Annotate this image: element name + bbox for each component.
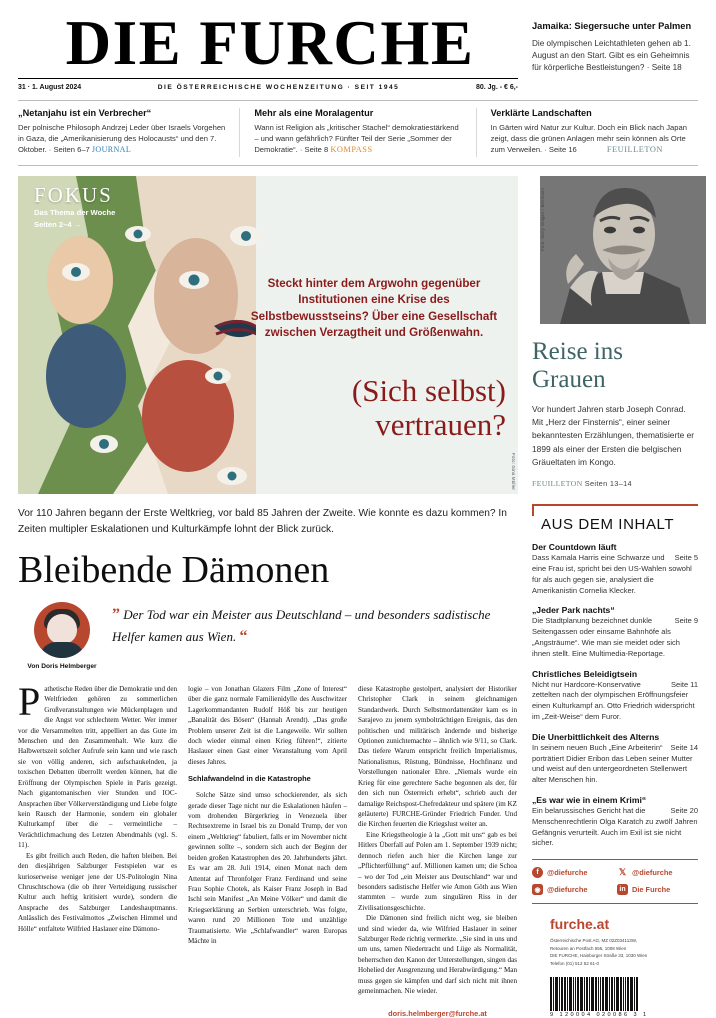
- social-linkedin[interactable]: [617, 884, 698, 895]
- feuilleton-headline-line2: Grauen: [532, 365, 606, 393]
- author-name: Von Doris Helmberger: [27, 662, 97, 670]
- byline: [18, 602, 106, 670]
- author-avatar: [34, 602, 90, 658]
- portrait-credit: Foto: Getty Images / Bettmann: [540, 187, 545, 251]
- contents-item-text: [532, 616, 698, 659]
- imprint-line: Österreichische Post AG, MZ 02Z034113W,: [550, 938, 637, 944]
- fokus-subtitle: Das Thema der Woche: [34, 207, 116, 217]
- masthead: [0, 0, 716, 91]
- price-volume: 80. Jg. - € 6,-: [475, 83, 518, 91]
- website-url[interactable]: furche.at: [550, 916, 610, 933]
- feuilleton-section-tag[interactable]: [532, 479, 698, 488]
- contents-item-page: Seite 11: [671, 679, 698, 689]
- hero-headline: [236, 374, 506, 442]
- teaser-title: „Netanjahu ist ein Verbrecher“: [18, 107, 152, 118]
- conrad-portrait[interactable]: [540, 176, 706, 324]
- social-instagram[interactable]: [532, 884, 613, 895]
- teaser-text: [254, 122, 461, 157]
- feuilleton-text: Vor hundert Jahren starb Joseph Conrad. Mit „Herz der Finsternis“, einer seiner bekanntesten Erzählungen, thematisierte er 1899 als einer der Ersten die belgischen Gräueltaten im Kongo.: [532, 403, 695, 467]
- contents-item[interactable]: [532, 605, 698, 659]
- teaser-body: Der polnische Philosoph Andrzej Leder über Israels Vorgehen in Gaza, die „Amerikanisierung des Holocausts“ und den 7. Oktober. · Seiten 6–7: [18, 122, 226, 155]
- contents-title: AUS DEM INHALT: [541, 516, 675, 534]
- body-column-2: [188, 684, 347, 1018]
- contents-item-title: „Jeder Park nachts“: [532, 605, 615, 616]
- top-teaser-text: Die olympischen Leichtathleten gehen ab 1. August an den Start. Gibt es ein Geheimnis für körperliche Bestleistungen? · Seite 18: [532, 38, 691, 73]
- teaser-kompass[interactable]: [239, 108, 475, 157]
- main-content: [0, 166, 716, 1018]
- facebook-icon: f: [532, 867, 543, 878]
- barcode-bars: [550, 977, 698, 1011]
- teaser-feuilleton[interactable]: [476, 108, 698, 157]
- contents-item-text: [532, 680, 698, 723]
- author-email[interactable]: doris.helmberger@furche.at: [388, 1008, 487, 1018]
- body-column-3: [358, 684, 517, 1018]
- teaser-body: In Gärten wird Natur zur Kultur. Doch ein Blick nach Japan zeigt, dass die grünen Anlagen mehr sein können als Orte zum Verweilen. · Seite 16: [490, 122, 687, 155]
- paragraph: Pathetische Reden über die Demokratie und den Weltfrieden gehören zu sommerlichen Großveranstaltungen wie Mückenplagen und die Angst vor schlechtem Wetter. Wer immer vor die Versammelten tritt, appelliert an das Gute im Menschen und den Zusammenhalt. Wie kurz die Halbwertszeit solcher Aufrufe sein kann und wie rasch sie von völlig anderen, sich aufschaukelnden, ja toxischen Debatten überrollt werden können, hat die Eröffnung der Olympischen Spiele in Paris gezeigt. Nach gigantomanischen vier Stunden und IOC-Ansprachen über Völkerverständigung und Liebe folgte kein Rausch der Harmonie, sondern ein globaler Kulturkampf über die – vermeintliche – Verächtlichmachung des Letzten Abendmahls (vgl. S. 11).: [18, 678, 178, 850]
- contents-item-body: Die Stadtplanung bezeichnet dunkle Seitengassen oder einsame Bahnhöfe als „Angsträume“. Wie man sie meidet oder sich ihnen stellt. Eine Multimedia-Reportage.: [532, 616, 680, 658]
- contents-item-page: Seite 5: [674, 553, 698, 563]
- contents-item-body: Dass Kamala Harris eine Schwarze und eine Frau ist, spricht bei den US-Wahlen sowohl für als auch gegen sie, analysiert die Amerikanistin Cornelia Klecker.: [532, 553, 692, 595]
- fokus-badge[interactable]: [34, 182, 116, 231]
- contents-item-title: Christliches Beleidigtsein: [532, 668, 638, 679]
- social-links: [532, 867, 698, 895]
- section-tag-feuilleton[interactable]: FEUILLETON: [606, 145, 663, 155]
- contents-item-body: Nicht nur Hardcore-Konservative zettelten nach der olympischen Eröffnungsfeier einen Kulturkampf an. Otto Friedrich widerspricht im „Zeit-Weise“ dem Furor.: [532, 679, 695, 721]
- teaser-title: Verklärte Landschaften: [490, 107, 592, 118]
- contents-item-title: Der Countdown läuft: [532, 542, 617, 553]
- contents-item[interactable]: [532, 732, 698, 786]
- x-twitter-icon: 𝕏: [618, 867, 627, 878]
- hero-illustration[interactable]: [18, 176, 518, 494]
- social-divider-bottom: [532, 903, 698, 904]
- avatar-face: [47, 614, 77, 644]
- body-column-1: [18, 678, 178, 1018]
- linkedin-icon: in: [617, 884, 628, 895]
- masthead-left: [18, 8, 518, 91]
- contents-item[interactable]: [532, 669, 698, 723]
- right-column: [518, 176, 698, 1018]
- portrait-svg: [540, 176, 706, 324]
- feuilleton-headline-line1: Reise ins: [532, 337, 623, 365]
- feuilleton-tag-pages: Seiten 13–14: [584, 479, 632, 489]
- social-handle: @diefurche: [547, 868, 588, 878]
- masthead-meta: [18, 79, 518, 91]
- section-tag-kompass[interactable]: KOMPASS: [330, 145, 373, 155]
- paragraph: Die Dämonen sind freilich nicht weg, sie bleiben und sind wieder da, wie Wilfried Haslauer in seiner Salzburger Rede richtig vermerkte. „Sie sind in uns und um uns, tarnen Niedertracht und Lüge als Normalität, beherrschen den Kanon der Unterstellungen, singen das Hohelied der Ausgrenzung und Herabwürdigung.“ Man muss gegen sie kämpfen und darf sich nicht mit ihnen gemeinmachen. Nie wieder.: [358, 914, 517, 996]
- contents-item-page: Seite 9: [674, 616, 698, 626]
- contents-item-text: [532, 553, 698, 596]
- article-body: [18, 678, 518, 1018]
- hero-headline-line1: (Sich selbst): [351, 372, 506, 408]
- left-column: [18, 176, 518, 1018]
- paragraph: Solche Sätze sind umso schockierender, als sich gerade dieser Tage nicht nur die Eskalationen häufen – vom drohenden Bürgerkrieg in Venezuela über Rechtsextreme in Israel bis zu Donald Trump, der von einem „Weltkrieg“ fabuliert, falls er im November nicht gewinnen sollte –, sondern sich auch der Beginn der beiden großen Katastrophen des 20. Jahrhunderts jährt. Es war am 28. Juli 1914, einen Monat nach dem Attentat auf Thronfolger Franz Ferdinand und seine Frau Sophie Chotek, als Kaiser Franz Joseph in Bad Ischl sein Manifest „An Meine Völker“ und damit die Kriegserklärung an Serbien unterschrieb. Was folgte, waren rund 20 Millionen Tote und unzählige Traumatisierte. Wie „Schlafwandler“ waren Europas Mächte in: [188, 791, 347, 946]
- feuilleton-tag-label: FEUILLETON: [532, 479, 583, 489]
- pull-quote-text: Der Tod war ein Meister aus Deutschland – und besonders sadistische Helfer kamen aus Wien.: [112, 606, 491, 644]
- imprint-line: Retouren an Postfach 555, 1008 Wien: [550, 945, 627, 951]
- contents-item-body: Ein belarussisches Gericht hat die Menschenrechtlerin Olga Karatch zu zwölf Jahren Gefängnis verurteilt. Auch im Exil ist sie nicht sicher.: [532, 805, 698, 848]
- social-x[interactable]: [617, 867, 698, 878]
- hero-kicker: Steckt hinter dem Argwohn gegenüber Institutionen eine Krise des Selbstbewusstseins? Über eine Gesellschaft zwischen Verzagtheit und Größenwahn.: [250, 276, 498, 340]
- section-tag-journal[interactable]: JOURNAL: [91, 145, 132, 155]
- hero-photo-credit: Foto: Gina Müller: [511, 452, 516, 490]
- contents-item-title: „Es war wie in einem Krimi“: [532, 794, 647, 805]
- social-divider-top: [532, 859, 698, 860]
- paragraph: Eine Kriegstheologie à la „Gott mit uns“ gab es bei Hitlers Überfall auf Polen am 1. September 1939 nicht; dennoch riefen auch hier die Kirchen lange zur „Pflichterfüllung“ auf. Millionen kamen um; die Schoa – wo der Tod „ein Meister aus Deutschland“ war und besonders sadistische Helfer wie Amon Göth aus Wien stammten – wurde zum singulären Riss in der Zivilisationsgeschichte.: [358, 830, 517, 912]
- imprint-line: Telefon (01) 512 52 61-0: [550, 961, 600, 967]
- hero-headline-line2: vertrauen?: [375, 406, 506, 442]
- top-teaser[interactable]: [518, 14, 698, 91]
- contents-item-body: In seinem neuen Buch „Eine Arbeiterin“ porträtiert Didier Eribon das Leben seiner Mutter und weist auf den untergeordneten Stellenwert alter Menschen hin.: [532, 742, 693, 785]
- contents-item-text: [532, 806, 698, 849]
- social-handle: @diefurche: [632, 868, 673, 878]
- contents-item[interactable]: [532, 795, 698, 849]
- article-lead: Vor 110 Jahren begann der Erste Weltkrieg, vor bald 85 Jahren der Zweite. Wie konnte es dazu kommen? In Zeiten multipler Eskalationen und Kulturkämpfe lohnt der Blick zurück.: [18, 507, 507, 535]
- quote-close-icon: “: [239, 627, 248, 645]
- barcode-numbers: 9 120004 020086 3 1: [550, 1011, 649, 1018]
- teaser-journal[interactable]: [18, 108, 239, 157]
- teaser-text: [18, 122, 225, 156]
- imprint: [550, 937, 698, 968]
- contents-box: [532, 504, 698, 849]
- issue-date: 31 · 1. August 2024: [18, 83, 82, 91]
- teaser-bar: [18, 100, 698, 166]
- article-headline: Bleibende Dämonen: [18, 549, 330, 592]
- contents-item-text: [532, 743, 698, 786]
- teaser-text: [491, 122, 698, 157]
- social-handle: @diefurche: [547, 885, 588, 895]
- paragraph: Es gibt freilich auch Reden, die haften bleiben. Bei den diesjährigen Salzburger Festspielen war es kurioserweise weniger jene der US-Politologin Nina Chruschtschowa (die ob ihrer Verteidigung russischer Kultur auch heftig kritisiert wurde), sondern die Ansprache des Salzburger Landeshauptmanns. Anlässlich des Festivalmottos „Zwischen Himmel und Hölle“ entfaltete Wilfried Haslauer eine Dämono-: [18, 851, 177, 933]
- social-handle: Die Furche: [632, 885, 671, 895]
- newspaper-logo: DIE FURCHE: [65, 8, 475, 78]
- teaser-body: Wann ist Religion als „kritischer Stachel“ demokratiestärkend – und wann gefährlich? Fünfter Teil der Serie „Sommer der Demokratie“. · Seite 8: [254, 122, 459, 155]
- avatar-body: [40, 642, 84, 658]
- strapline: DIE ÖSTERREICHISCHE WOCHENZEITUNG · SEIT 1945: [157, 83, 400, 91]
- pull-quote: [106, 602, 518, 670]
- subheading: Schlafwandelnd in die Katastrophe: [188, 774, 311, 784]
- contents-item[interactable]: [532, 542, 698, 596]
- quote-open-icon: ”: [112, 605, 120, 623]
- feuilleton-headline: [532, 338, 698, 394]
- fokus-pages: Seiten 2–4 →: [34, 220, 82, 230]
- imprint-line: DIE FURCHE, Hainburger Straße 33, 1030 Wien: [550, 953, 648, 959]
- social-facebook[interactable]: [532, 867, 613, 878]
- byline-row: [18, 602, 518, 670]
- contents-item-page: Seite 14: [670, 742, 698, 752]
- teaser-title: Mehr als eine Moralagentur: [254, 107, 374, 118]
- fokus-label: FOKUS: [34, 182, 113, 207]
- contents-item-title: Die Unerbittlichkeit des Alterns: [532, 731, 660, 742]
- instagram-icon: ◉: [532, 884, 543, 895]
- contents-item-page: Seite 20: [670, 805, 698, 815]
- top-teaser-title: Jamaika: Siegersuche unter Palmen: [532, 21, 692, 31]
- paragraph: logie – von Jonathan Glazers Film „Zone of Interest“ über die ganz normale Familienidylle des Auschwitzer Lagerkommandanten Rudolf Höß bis zur heutigen „Banalität des Bösen“ (Hannah Arendt). „Das große Problem unserer Zeit ist die Langeweile. Wir sollten doch wieder einmal einen Krieg führen!“, zitierte Haslauer einen Gast einer Veranstaltung vom April dieses Jahres.: [188, 684, 347, 766]
- paragraph: diese Katastrophe gestolpert, analysiert der Historiker Christopher Clark in seinem gleichnamigen Standardwerk. Durch Selbstmordattentäter kam es in Sarajevo zu jenem symbolträchtigen Ereignis, das den politischen und militärisch ändernde und bisherige Optionen zunichtemachte – ähnlich wie 9/11, so Clark. Das tiefere Warum entspricht freilich Imperialismus, Nationalismus, Rüstung, Bündnisse, Hochfinanz und Vorstellungen nationaler Ehre. „Niemals wurde ein Krieg für eine gerechtere Sache begonnen als der, für den sich nun Österreich erhebt“, schrieb auch der damalige Reichspost-Chefredakteur und spätere (im KZ geläuterte) FURCHE-Gründer Friedrich Funder. Und die Kirchen feuerten die Kriegslust weiter an.: [358, 684, 517, 829]
